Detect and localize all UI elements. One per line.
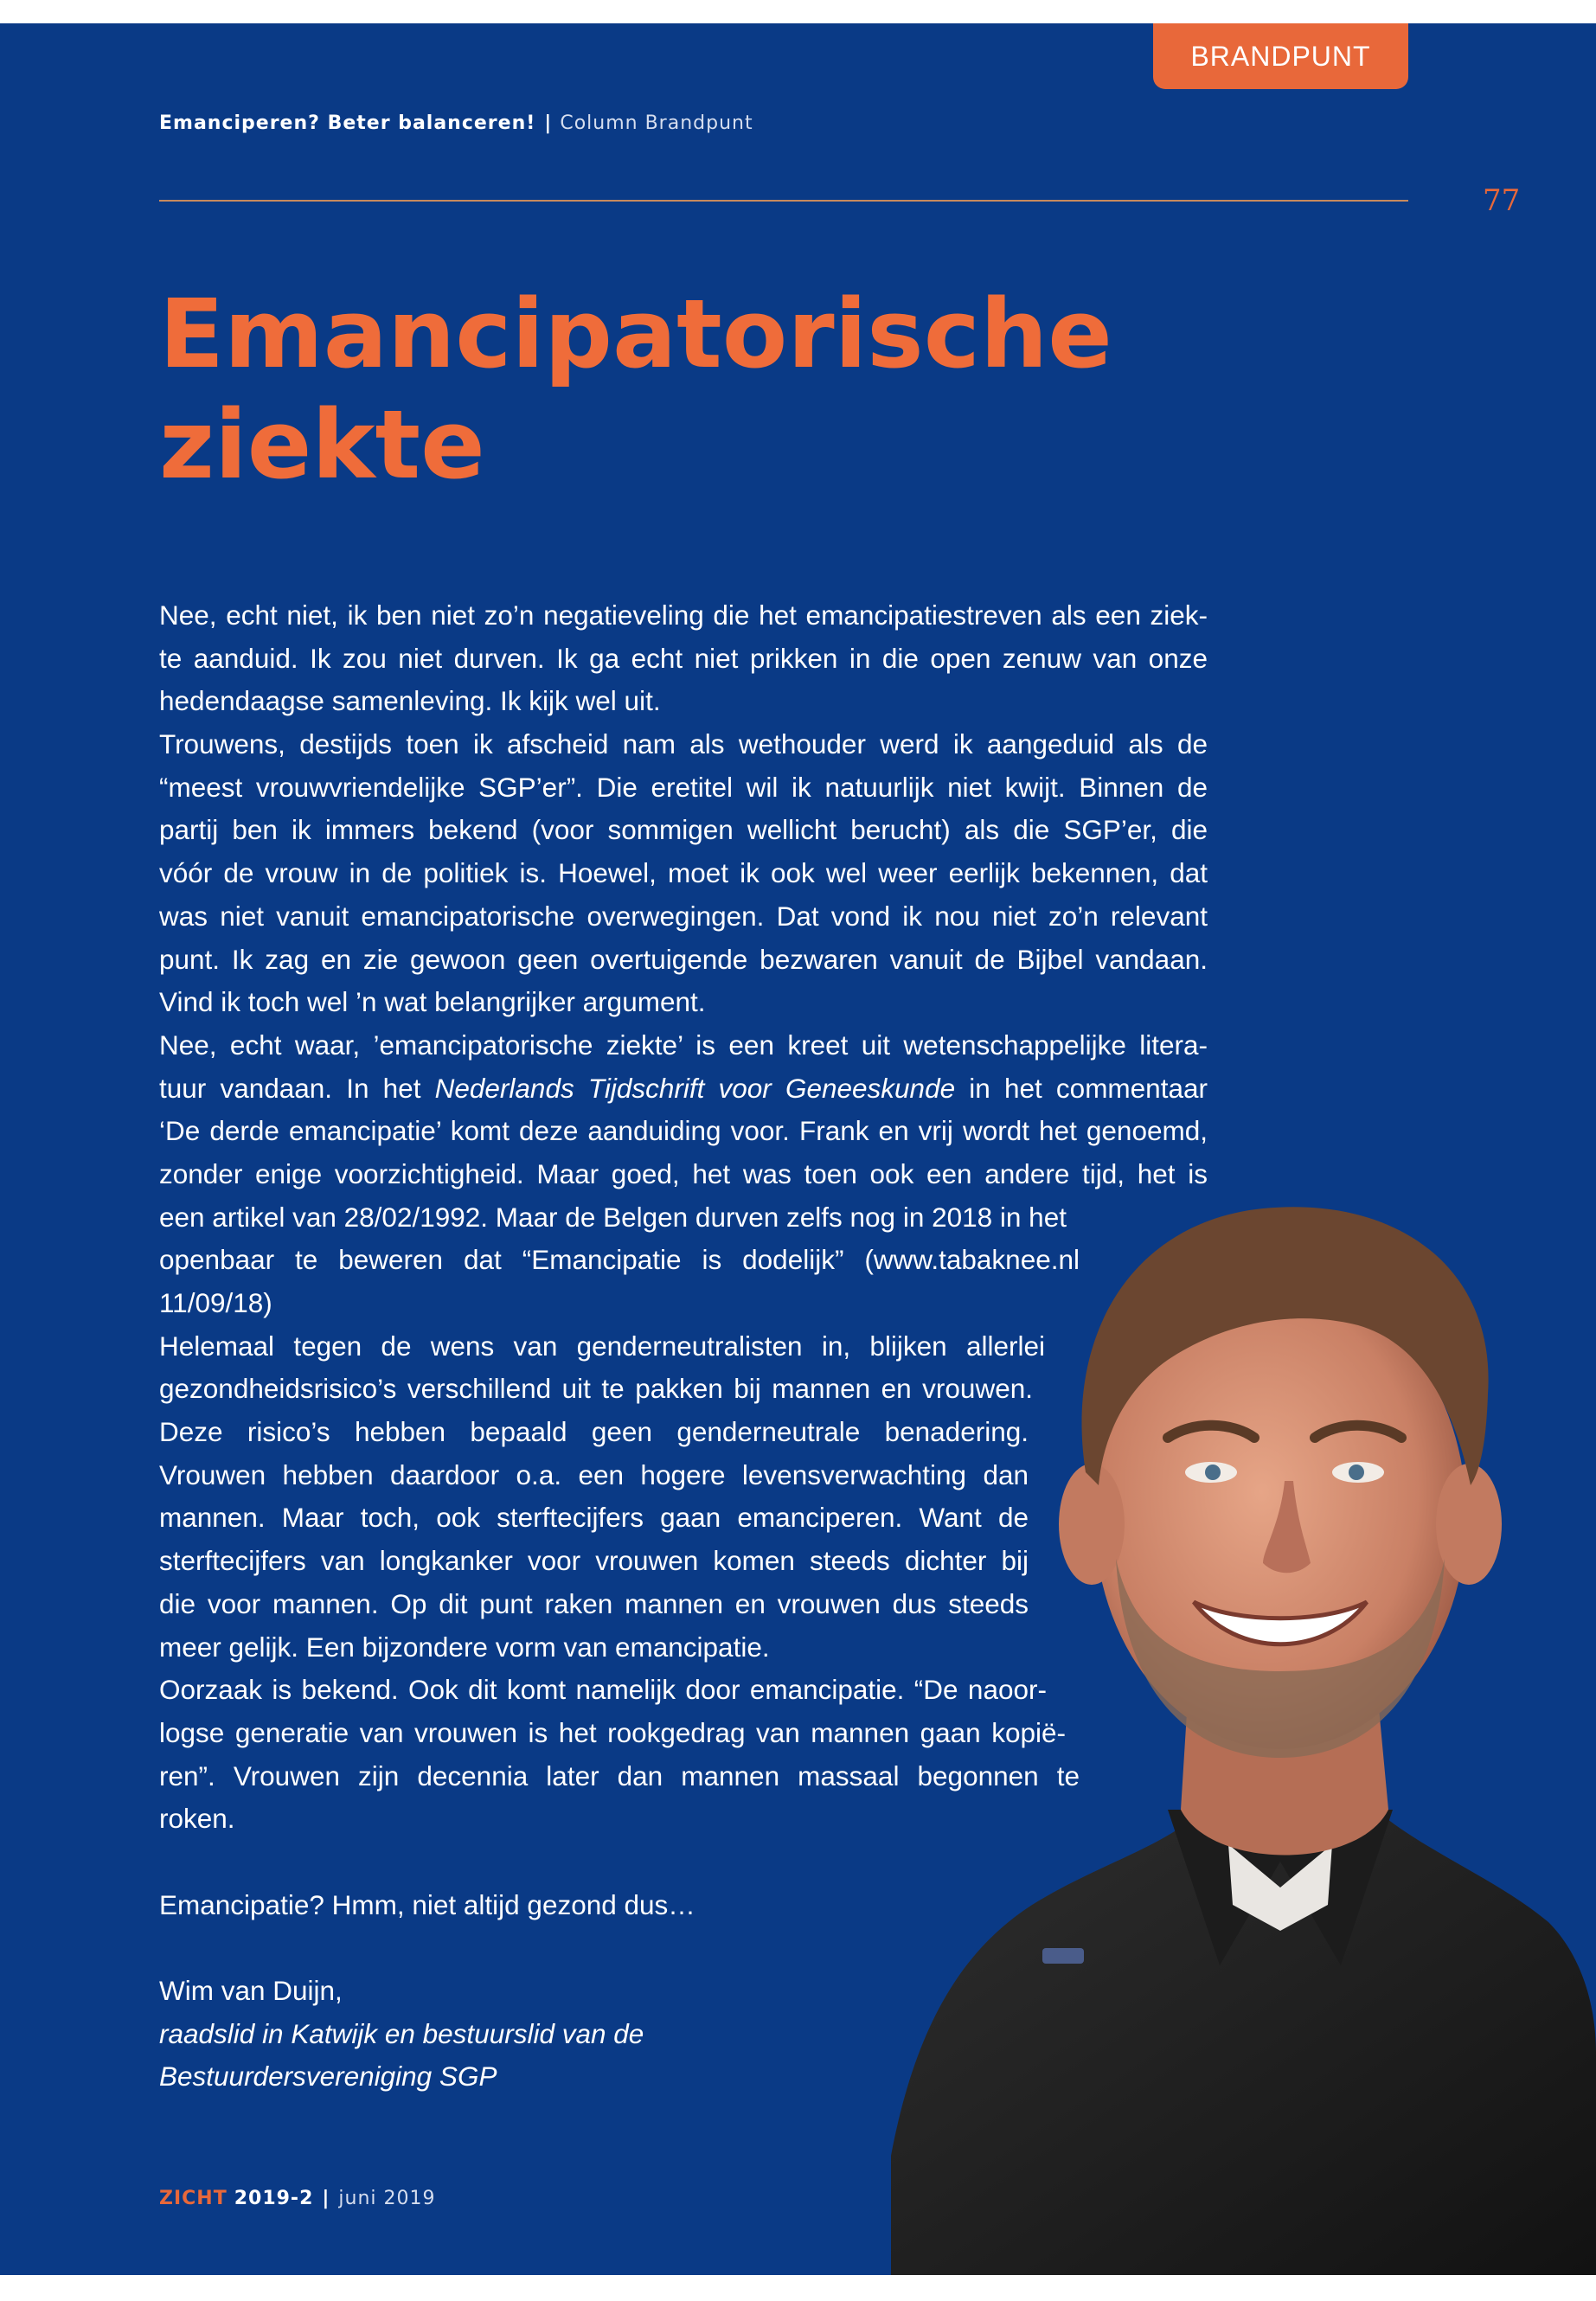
body-line: ren”. Vrouwen zijn decennia later dan mannen massaal begonnen te [159,1759,1080,1791]
body-line: Vrouwen hebben daardoor o.a. een hogere levensverwachting dan [159,1458,1029,1490]
running-head-separator: | [544,112,552,134]
author-portrait [891,1187,1596,2275]
body-line: openbaar te beweren dat “Emancipatie is dodelijk” (www.tabaknee.nl [159,1244,1080,1276]
body-line: te aanduid. Ik zou niet durven. Ik ga echt niet prikken in die open zenuw van onze [159,642,1208,674]
footer-separator: | [322,2188,330,2209]
footer-issue: 2019-2 [234,2188,314,2209]
body-line: gezondheidsrisico’s verschillend uit te pakken bij mannen en vrouwen. [159,1373,1033,1405]
page-footer [159,2188,436,2209]
lapel-pin [1042,1948,1084,1964]
footer-magazine: ZICHT [159,2188,228,2209]
body-line: Oorzaak is bekend. Ook dit komt namelijk door emancipatie. “De naoor- [159,1674,1047,1706]
body-line: mannen. Maar toch, ook sterftecijfers gaan emanciperen. Want de [159,1502,1029,1534]
body-line: partij ben ik immers bekend (voor sommigen wellicht berucht) als die SGP’er, die [159,814,1208,846]
section-tab [1153,23,1408,89]
title-line-2: ziekte [159,389,485,500]
running-head-column: Column Brandpunt [560,112,753,134]
body-line: sterftecijfers van longkanker voor vrouwen komen steeds dichter bij [159,1545,1029,1577]
body-line: die voor mannen. Op dit punt raken mannen en vrouwen dus steeds [159,1587,1029,1619]
iris-right [1349,1465,1364,1480]
body-line: hedendaagse samenleving. Ik kijk wel uit. [159,685,661,717]
ear-left [1059,1464,1125,1585]
body-line: vóór de vrouw in de politiek is. Hoewel, moet ik ook wel weer eerlijk bekennen, dat [159,857,1208,889]
body-line: een artikel van 28/02/1992. Maar de Belgen durven zelfs nog in 2018 in het [159,1201,1067,1233]
journal-title: Nederlands Tijdschrift voor Geneeskunde [434,1072,956,1104]
body-line: was niet vanuit emancipatorische overwegingen. Dat vond ik nou niet zo’n relevant [159,900,1208,932]
body-line: meer gelijk. Een bijzondere vorm van emancipatie. [159,1631,770,1663]
body-line: Nee, echt niet, ik ben niet zo’n negatieveling die het emancipatiestreven als een ziek- [159,599,1208,631]
body-line: punt. Ik zag en zie gewoon geen overtuigende bezwaren vanuit de Bijbel vandaan. [159,943,1208,975]
body-line: Trouwens, destijds toen ik afscheid nam als wethouder werd ik aangeduid als de [159,728,1208,760]
magazine-page [0,23,1596,2275]
title-line-1: Emancipatorische [159,279,1112,389]
body-text: tuur vandaan. In het [159,1072,435,1104]
header-rule [159,200,1408,202]
body-line: 11/09/18) [159,1287,272,1318]
body-text: in het commentaar [955,1072,1208,1104]
ear-right [1436,1464,1502,1585]
running-head-kicker: Emanciperen? Beter balanceren! [159,112,536,134]
body-line: “meest vrouwvriendelijke SGP’er”. Die eretitel wil ik natuurlijk niet kwijt. Binnen de [159,771,1208,803]
body-line: roken. [159,1803,235,1835]
article-title [159,279,1284,500]
body-line: Nee, echt waar, ’emancipatorische ziekte’ is een kreet uit wetenschappelijke litera- [159,1029,1208,1061]
body-line: logse generatie van vrouwen is het rookgedrag van mannen gaan kopië- [159,1716,1066,1748]
body-line: Helemaal tegen de wens van genderneutralisten in, blijken allerlei [159,1330,1045,1362]
body-line: zonder enige voorzichtigheid. Maar goed, het was toen ook een andere tijd, het is [159,1157,1208,1189]
author-name: Wim van Duijn, [159,1975,343,2006]
closing-line: Emancipatie? Hmm, niet altijd gezond dus… [159,1888,695,1920]
page-number: 77 [1483,183,1521,218]
body-line-with-journal [159,1067,1208,1111]
iris-left [1205,1465,1221,1480]
body-line: Deze risico’s hebben bepaald geen genderneutrale benadering. [159,1416,1029,1448]
footer-date: juni 2019 [338,2188,436,2209]
author-role-line-1: raadslid in Katwijk en bestuurslid van de [159,2017,644,2049]
running-head [159,112,753,134]
section-tab-label: BRANDPUNT [1190,40,1371,72]
body-line: Vind ik toch wel ’n wat belangrijker argument. [159,986,706,1018]
body-line: ‘De derde emancipatie’ komt deze aanduiding voor. Frank en vrij wordt het genoemd, [159,1115,1208,1147]
author-role-line-2: Bestuurdersvereniging SGP [159,2061,497,2093]
